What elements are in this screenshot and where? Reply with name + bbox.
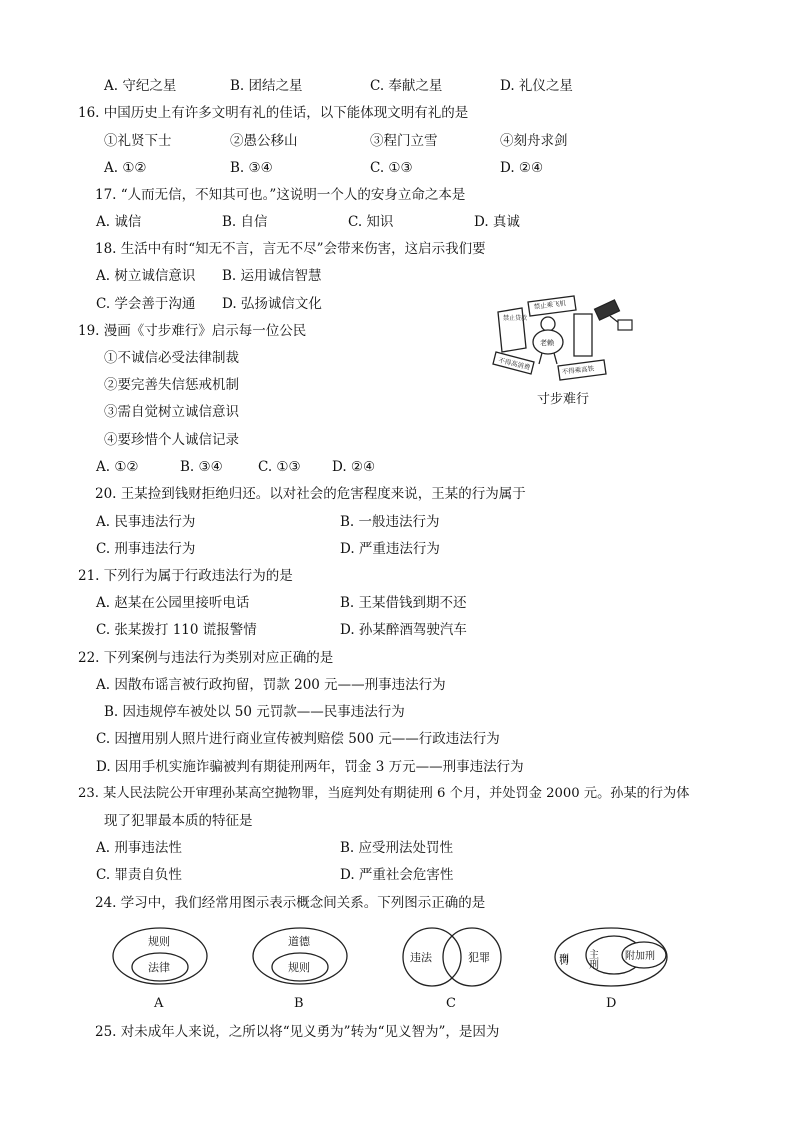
q19-option-b: B. ③④: [180, 459, 223, 475]
q15-option-d: D. 礼仪之星: [500, 78, 573, 94]
q17-option-d: D. 真诚: [474, 214, 520, 230]
cartoon-sign-text-4: 不得高消费: [497, 356, 531, 372]
diagram-b-letter: B: [294, 996, 304, 1011]
q17-option-a: A. 诚信: [96, 214, 142, 230]
diagram-c: [398, 925, 506, 989]
q22-option-b: B. 因违规停车被处以 50 元罚款——民事违法行为: [104, 704, 405, 720]
diagram-d-inner-label: 附加刑: [625, 951, 655, 962]
q16-option-a: A. ①②: [104, 160, 147, 176]
q19-item-4: ④要珍惜个人诚信记录: [104, 432, 239, 448]
diagram-b-outer-label: 道德: [288, 935, 310, 948]
q22-option-c: C. 因擅用别人照片进行商业宣传被判赔偿 500 元——行政违法行为: [96, 731, 500, 747]
q23-option-d: D. 严重社会危害性: [340, 867, 454, 883]
q20-stem: 20. 王某捡到钱财拒绝归还。以对社会的危害程度来说，王某的行为属于: [95, 486, 526, 502]
q16-stem: 16. 中国历史上有许多文明有礼的佳话，以下能体现文明有礼的是: [78, 105, 469, 121]
q23-stem-line1: 23. 某人民法院公开审理孙某高空抛物罪，当庭判处有期徒刑 6 个月，并处罚金 2000 元。孙某的行为体: [78, 786, 690, 801]
q21-option-a: A. 赵某在公园里接听电话: [96, 595, 250, 611]
cartoon-figure-label: 老赖: [540, 339, 554, 347]
q19-item-1: ①不诚信必受法律制裁: [104, 350, 239, 366]
hand-icon: [618, 320, 632, 330]
diagram-d-middle-label: 主刑: [586, 949, 598, 969]
q22-option-d: D. 因用手机实施诈骗被判有期徒刑两年，罚金 3 万元——刑事违法行为: [96, 759, 524, 775]
q20-option-c: C. 刑事违法行为: [96, 541, 196, 557]
q19-item-2: ②要完善失信惩戒机制: [104, 377, 239, 393]
gavel-icon: [594, 300, 619, 320]
q18-stem: 18. 生活中有时“知无不言，言无不尽”会带来伤害，这启示我们要: [95, 241, 486, 257]
q21-option-d: D. 孙某醉酒驾驶汽车: [340, 622, 467, 638]
q19-option-d: D. ②④: [332, 459, 376, 475]
cartoon-sign-text-1: 禁止乘飞机: [533, 299, 567, 311]
q23-stem-line2: 现了犯罪最本质的特征是: [104, 813, 253, 829]
cartoon-sign-text-2: 禁止贷款: [503, 315, 528, 322]
q24-stem: 24. 学习中，我们经常用图示表示概念间关系。下列图示正确的是: [95, 895, 486, 911]
cartoon-sign-right: [574, 314, 592, 356]
q20-option-d: D. 严重违法行为: [340, 541, 440, 557]
q17-stem: 17. “人而无信，不知其可也。”这说明一个人的安身立命之本是: [95, 187, 466, 203]
q16-item-3: ③程门立雪: [370, 133, 438, 149]
q18-option-d: D. 弘扬诚信文化: [222, 296, 322, 312]
q18-option-c: C. 学会善于沟通: [96, 296, 196, 312]
q16-item-4: ④刻舟求剑: [500, 133, 568, 149]
q16-item-2: ②愚公移山: [230, 133, 298, 149]
q19-option-a: A. ①②: [96, 459, 139, 475]
q25-stem: 25. 对未成年人来说，之所以将“见义勇为”转为“见义智为”，是因为: [95, 1024, 500, 1040]
diagram-b-inner-label: 规则: [288, 961, 310, 974]
diagram-d-outer-label: 刑罚: [556, 953, 568, 965]
diagram-c-letter: C: [446, 996, 456, 1011]
q16-option-c: C. ①③: [370, 160, 413, 176]
q23-option-b: B. 应受刑法处罚性: [340, 840, 454, 856]
diagram-d-letter: D: [606, 996, 617, 1011]
q15-option-c: C. 奉献之星: [370, 78, 443, 94]
diagram-a-inner-label: 法律: [148, 961, 170, 974]
diagram-c-right-label: 犯罪: [468, 951, 490, 964]
q23-option-a: A. 刑事违法性: [96, 840, 182, 856]
cartoon-sign-text-3: 不得乘高铁: [561, 364, 595, 376]
q20-option-a: A. 民事违法行为: [96, 514, 196, 530]
q15-option-a: A. 守纪之星: [104, 78, 177, 94]
q17-option-b: B. 自信: [222, 214, 268, 230]
q18-option-b: B. 运用诚信智慧: [222, 268, 322, 284]
cartoon-cun-bu-nan-xing: [488, 290, 638, 390]
q16-item-1: ①礼贤下士: [104, 133, 172, 149]
q22-stem: 22. 下列案例与违法行为类别对应正确的是: [78, 650, 334, 666]
diagram-a: [110, 925, 210, 987]
diagram-d: [552, 925, 670, 989]
diagram-a-letter: A: [154, 996, 164, 1011]
cartoon-caption: 寸步难行: [537, 392, 590, 407]
q19-option-c: C. ①③: [258, 459, 301, 475]
q21-option-b: B. 王某借钱到期不还: [340, 595, 467, 611]
q23-option-c: C. 罪责自负性: [96, 867, 182, 883]
q21-stem: 21. 下列行为属于行政违法行为的是: [78, 568, 293, 584]
q18-option-a: A. 树立诚信意识: [96, 268, 196, 284]
diagram-a-outer-label: 规则: [148, 935, 170, 948]
q16-option-b: B. ③④: [230, 160, 273, 176]
q17-option-c: C. 知识: [348, 214, 394, 230]
q19-stem: 19. 漫画《寸步难行》启示每一位公民: [78, 323, 307, 339]
q19-item-3: ③需自觉树立诚信意识: [104, 404, 239, 420]
cartoon-figure-head: [541, 317, 555, 331]
q20-option-b: B. 一般违法行为: [340, 514, 440, 530]
diagram-b: [250, 925, 350, 987]
q21-option-c: C. 张某拨打 110 谎报警情: [96, 622, 257, 638]
q16-option-d: D. ②④: [500, 160, 544, 176]
q15-option-b: B. 团结之星: [230, 78, 303, 94]
diagram-c-left-label: 违法: [410, 951, 432, 964]
q22-option-a: A. 因散布谣言被行政拘留，罚款 200 元——刑事违法行为: [96, 677, 446, 693]
